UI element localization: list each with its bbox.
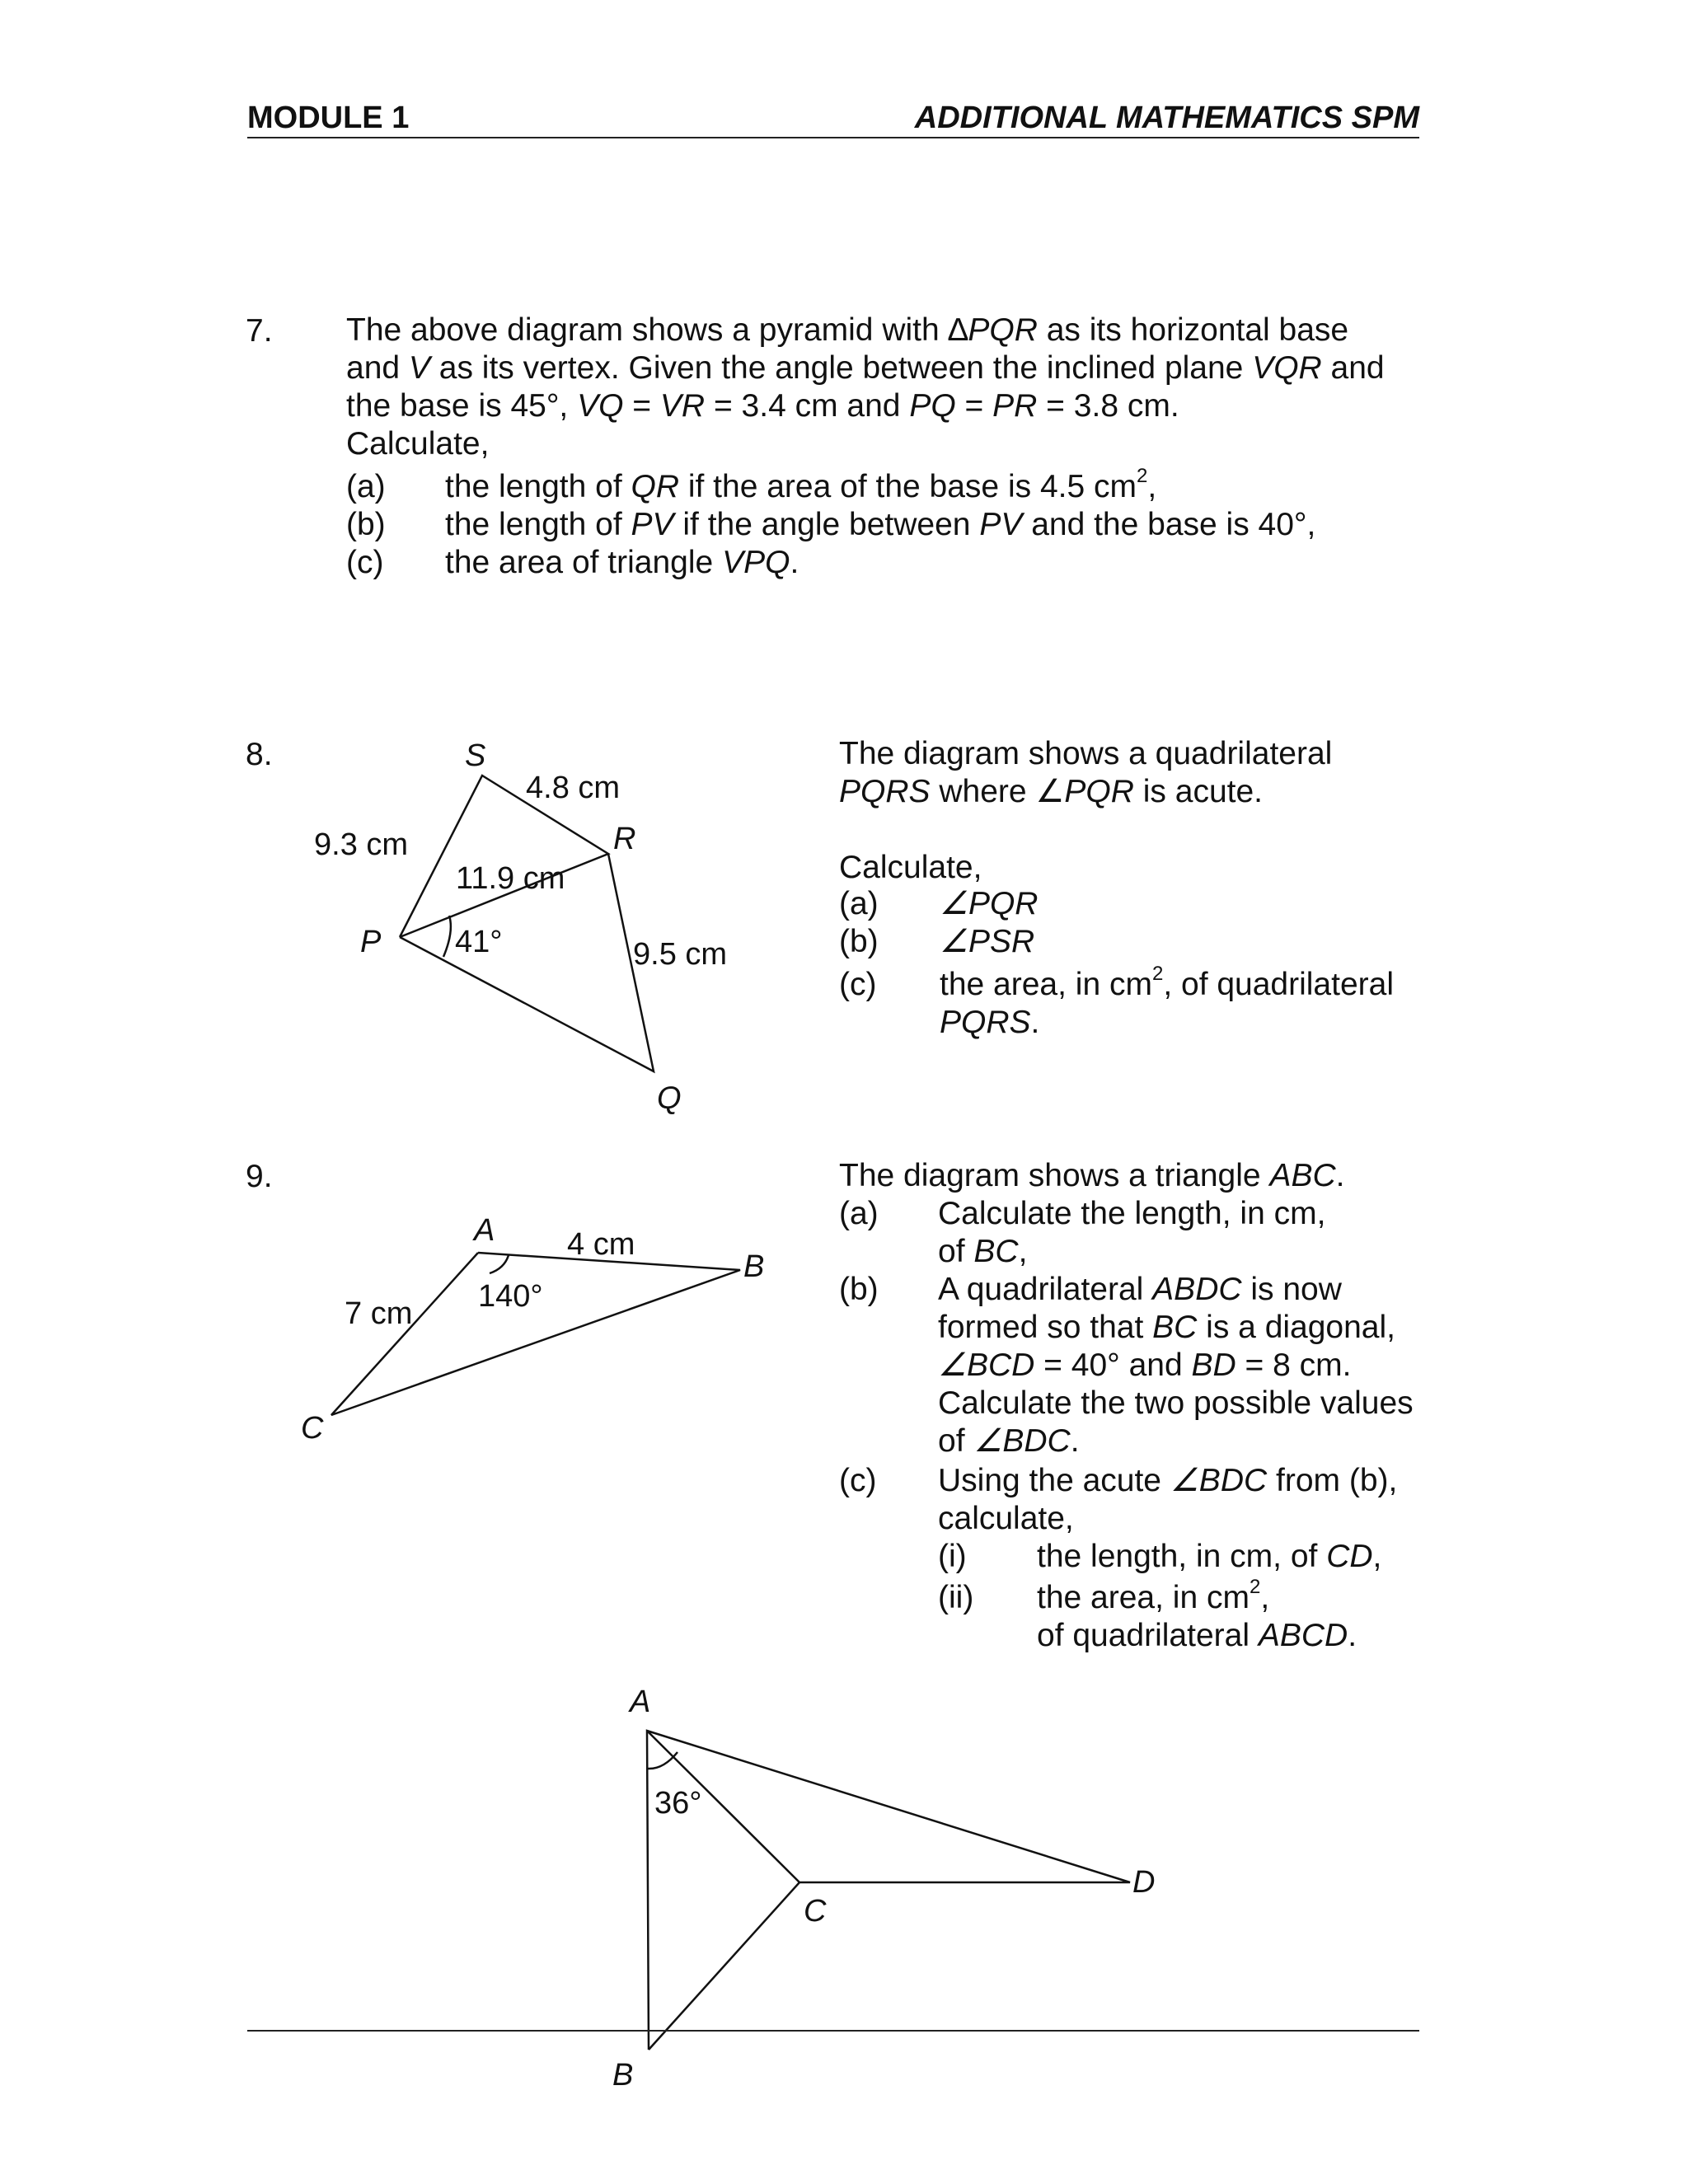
q8-c-label: (c) <box>839 967 877 1002</box>
q8-label-q: Q <box>657 1081 682 1116</box>
q8-calculate: Calculate, <box>839 850 982 885</box>
q8-c-text-1: the area, in $cm^2$, of quadrilateral <box>940 963 1394 1002</box>
q8-angle-p: 41° <box>455 925 503 959</box>
header-subject: ADDITIONAL MATHEMATICS SPM <box>914 101 1419 135</box>
q9-cii-label: (ii) <box>938 1580 974 1615</box>
q9-triangle-abc <box>331 1253 740 1415</box>
q8-a-label: (a) <box>839 886 879 921</box>
q9-b-text-1: A quadrilateral ABDC is now <box>938 1272 1342 1307</box>
q9-label-c: C <box>301 1411 324 1446</box>
q9-b-text-3: ∠BCD = 40° and BD = 8 cm. <box>938 1347 1352 1383</box>
q8-b-text: ∠PSR <box>940 924 1035 959</box>
q8-desc-2: PQRS where ∠PQR is acute. <box>839 774 1263 809</box>
q9-b-label: (b) <box>839 1272 879 1307</box>
q8-length-sr: 4.8 cm <box>526 771 621 805</box>
q9-diagram <box>301 1213 764 1446</box>
q8-label-s: S <box>465 738 486 773</box>
q9-label-a: A <box>474 1213 495 1248</box>
q8-diagram <box>314 738 727 1116</box>
q8-length-pr: 11.9 cm <box>456 861 565 896</box>
q7-c-text: the area of triangle VPQ. <box>445 545 799 580</box>
q8-label-r: R <box>613 822 636 856</box>
q8-desc-1: The diagram shows a quadrilateral <box>839 736 1333 771</box>
q9-ci-label: (i) <box>938 1539 967 1574</box>
q9-cii-text-1: the area, in $cm^2$, <box>1037 1576 1270 1615</box>
q7-line-4: Calculate, <box>346 426 490 462</box>
q7-b-text: the length of PV if the angle between PV and the base is 40°, <box>445 507 1316 542</box>
q7-line-1: The above diagram shows a pyramid with ∆PQR as its horizontal base <box>346 312 1349 348</box>
q9-length-ac: 7 cm <box>345 1296 413 1331</box>
q9-a-label: (a) <box>839 1196 879 1231</box>
q7-number: 7. <box>246 313 273 349</box>
q8-a-text: ∠PQR <box>940 886 1039 921</box>
q10-outline <box>647 1731 1130 2050</box>
q9-a-text-1: Calculate the length, in cm, <box>938 1196 1326 1231</box>
q7-line-3: the base is 45°, VQ = VR = 3.4 cm and PQ = PR = 3.8 cm. <box>346 388 1179 424</box>
q7-line-2: and V as its vertex. Given the angle between the inclined plane VQR and <box>346 350 1385 386</box>
q9-angle-arc <box>490 1255 509 1273</box>
q8-angle-arc <box>443 916 451 957</box>
q7-b-label: (b) <box>346 507 386 542</box>
q8-c-text-2: PQRS. <box>940 1005 1040 1040</box>
q9-b-text-5: of ∠BDC. <box>938 1423 1080 1459</box>
footer-rule <box>247 2030 1419 2032</box>
q8-number: 8. <box>246 737 273 772</box>
q9-b-text-4: Calculate the two possible values <box>938 1385 1414 1421</box>
q10-side-cb <box>649 1882 799 2050</box>
q8-length-rq: 9.5 cm <box>633 937 728 972</box>
q8-length-ps: 9.3 cm <box>314 827 409 862</box>
q9-label-b: B <box>743 1249 765 1284</box>
q10-label-b: B <box>612 2058 634 2093</box>
q9-c-label: (c) <box>839 1463 877 1498</box>
q7-a-label: (a) <box>346 469 386 504</box>
q9-length-ab: 4 cm <box>567 1227 635 1262</box>
q7-a-text: the length of QR if the area of the base is 4.5 $cm^2$, <box>445 465 1157 504</box>
q9-number: 9. <box>246 1159 273 1194</box>
q9-ci-text: the length, in cm, of CD, <box>1037 1539 1382 1574</box>
q9-desc: The diagram shows a triangle ABC. <box>839 1158 1345 1193</box>
q10-label-d: D <box>1132 1865 1156 1900</box>
q9-c-text-2: calculate, <box>938 1501 1074 1536</box>
q9-c-text-1: Using the acute ∠BDC from (b), <box>938 1463 1398 1498</box>
q7-c-label: (c) <box>346 545 384 580</box>
q9-angle-a: 140° <box>478 1279 543 1314</box>
q9-cii-text-2: of quadrilateral ABCD. <box>1037 1618 1357 1653</box>
q10-label-c: C <box>804 1894 827 1929</box>
q10-label-a: A <box>630 1685 651 1719</box>
q8-label-p: P <box>360 925 382 959</box>
q10-angle-arc <box>648 1752 678 1769</box>
q9-a-text-2: of BC, <box>938 1234 1028 1269</box>
q9-b-text-2: formed so that BC is a diagonal, <box>938 1310 1395 1345</box>
q8-b-label: (b) <box>839 924 879 959</box>
header-module: MODULE 1 <box>247 101 410 135</box>
q10-angle-a: 36° <box>654 1786 702 1821</box>
